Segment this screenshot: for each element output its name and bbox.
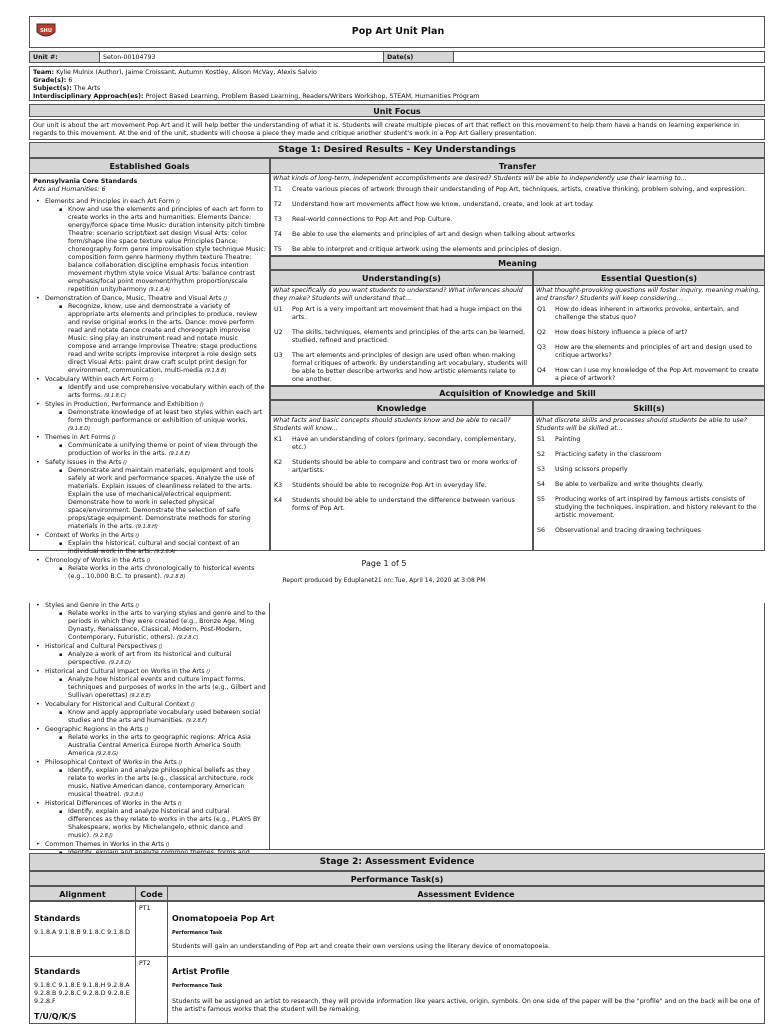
item-code: Q2 (537, 329, 546, 336)
goals-continued-right (270, 603, 765, 850)
interdisciplinary-value: Project Based Learning, Problem Based Learning, Readers/Writers Workshop, STEAM, Humanities Program (145, 93, 480, 100)
standard-reference: (9.2.8.J) (93, 833, 113, 839)
goal-marker: () (221, 296, 228, 302)
task-alignment (30, 957, 136, 1023)
goal-item (33, 459, 266, 531)
performance-tasks-heading: Performance Task(s) (29, 871, 765, 886)
knowledge-heading: Knowledge (271, 401, 532, 416)
goal-marker: () (110, 435, 116, 441)
coded-item (271, 215, 764, 225)
standard-reference: (9.2.8.E) (129, 693, 151, 699)
goal-marker: () (174, 199, 180, 205)
item-code: Q4 (537, 367, 546, 374)
item-code: Q3 (537, 344, 546, 351)
questions-list (534, 305, 764, 384)
standard-reference: (9.1.8.A) (148, 287, 171, 293)
transfer-list (271, 185, 764, 255)
unit-focus-heading: Unit Focus (29, 104, 765, 117)
understandings-list (271, 305, 532, 385)
stage2-heading: Stage 2: Assessment Evidence (29, 853, 765, 871)
goal-marker: () (164, 842, 170, 848)
goal-marker: () (142, 727, 149, 733)
standard-reference: (9.1.8.E) (168, 451, 191, 457)
standard-reference: (9.2.8.C) (176, 635, 199, 641)
coded-item (271, 435, 532, 453)
transfer-prompt: What kinds of long-term, independent accomplishments are desired? Students will be able to independently use their learning to... (273, 175, 687, 182)
task-type: Performance Task (172, 983, 223, 989)
goal-item (33, 434, 266, 458)
task-alignment (30, 902, 136, 956)
item-text: Students should be able to understand the difference between various forms of Pop Art. (292, 497, 515, 512)
item-code: T1 (274, 186, 282, 193)
item-code: S6 (537, 527, 546, 534)
unit-focus-text: Our unit is about the art movement Pop Art and it will help better the understanding of what it is. Students will create multiple pieces of art that reflect on this movement to help them have a hands on learning experience in regards to this movement. At the end of the unit, students will choose a piece they made and critique another student's work in a Pop Art Gallery presentation. (29, 119, 765, 140)
alignment-column-header: Alignment (30, 887, 136, 900)
coded-item (534, 343, 764, 361)
item-code: S1 (537, 436, 546, 443)
evidence-column-header: Assessment Evidence (417, 890, 515, 899)
item-code: T4 (274, 231, 282, 238)
goal-item (33, 726, 266, 758)
item-text: How can I use my knowledge of the Pop Art movement to create a piece of artwork? (555, 367, 759, 382)
goal-title: Demonstration of Dance, Music, Theatre and Visual Arts (45, 295, 222, 302)
item-code: U2 (274, 329, 283, 336)
goal-title: Philosophical Context of Works in the Arts (45, 759, 177, 766)
coded-item (271, 230, 764, 240)
goal-item (33, 602, 266, 642)
task-type: Performance Task (172, 930, 223, 936)
goal-item (33, 643, 266, 667)
coded-item (271, 200, 764, 210)
task-row-pt2 (29, 957, 765, 1024)
task-code: PT1 (136, 902, 168, 956)
coded-item (271, 185, 764, 195)
item-code: S3 (537, 466, 546, 473)
item-code: U1 (274, 306, 283, 313)
standards-subtitle: Arts and Humanities: 6 (33, 186, 106, 193)
item-text: Pop Art is a very important art movement that had a huge impact on the arts. (292, 306, 522, 321)
stage1-heading: Stage 1: Desired Results - Key Understandings (29, 142, 765, 158)
goal-title: Vocabulary for Historical and Cultural Context (45, 701, 190, 708)
item-text: Students should be able to recognize Pop Art in everyday life. (292, 482, 487, 489)
item-code: T3 (274, 216, 282, 223)
goal-title: Historical Differences of Works in the Arts (45, 800, 177, 807)
goal-item (33, 198, 266, 294)
goal-marker: () (198, 402, 204, 408)
understandings-section (270, 270, 533, 386)
coded-item (271, 458, 532, 476)
item-text: Create various pieces of artwork through their understanding of Pop Art, techniques, artists, creative thinking, problem solving, and expression. (292, 186, 747, 193)
task-code: PT2 (136, 957, 168, 1023)
item-code: T2 (274, 201, 282, 208)
goal-detail-text: Identify and use comprehensive vocabulary within each of the arts forms. (68, 384, 265, 399)
goal-marker: () (148, 377, 154, 383)
understandings-heading: Understanding(s) (271, 271, 532, 286)
standards-label: Standards (34, 967, 81, 976)
standards-list: 9.1.8.A 9.1.8.B 9.1.8.C 9.1.8.D (34, 929, 130, 936)
item-text: Painting (555, 436, 581, 443)
goal-marker: () (156, 644, 163, 650)
standard-reference: (9.1.8.C) (104, 393, 126, 399)
coded-item (534, 450, 764, 460)
item-code: T5 (274, 246, 282, 253)
goals-heading: Established Goals (30, 159, 269, 174)
knowledge-section (270, 400, 533, 551)
item-text: The skills, techniques, elements and principles of the arts can be learned, studied, refined and practiced. (292, 329, 526, 344)
standard-reference: (9.2.8.B) (163, 574, 186, 580)
task-name: Onomatopoeia Pop Art (172, 914, 275, 923)
standard-reference: (9.1.8.D) (68, 426, 91, 432)
transfer-heading: Transfer (271, 159, 764, 174)
goal-item (33, 800, 266, 840)
task-description: Students will be assigned an artist to research, they will provide information like years active, origin, symbols. On one side of the paper will be the "profile" and on the back will be one of the artist's famous works that the student will be remaking. (172, 998, 760, 1013)
goal-title: Historical and Cultural Perspectives (45, 643, 157, 650)
task-evidence (168, 957, 764, 1023)
goal-title: Styles in Production, Performance and Exhibition (45, 401, 199, 408)
goal-detail (59, 808, 266, 840)
standard-reference: (9.2.8.F) (185, 718, 208, 724)
standards-label: Standards (34, 914, 81, 923)
item-text: Be able to interpret and critique artwork using the elements and principles of design. (292, 246, 562, 253)
team-value: Kylie Mulnix (Author), Jaime Croissant, Autumn Kostley, Alison McVay, Alexis Salvio (56, 69, 317, 76)
goal-detail (59, 467, 266, 531)
goal-detail (59, 409, 266, 433)
goal-detail (59, 540, 266, 556)
coded-item (271, 351, 532, 385)
goal-detail-text: Relate works in the arts chronologically to historical events (e.g., 10,000 B.C. to present). (68, 565, 255, 580)
interdisciplinary-label: Interdisciplinary Approach(es): (33, 93, 144, 100)
goal-item (33, 401, 266, 433)
goal-detail (59, 676, 266, 700)
knowledge-prompt: What facts and basic concepts should students know and be able to recall? Students will know... (273, 417, 511, 432)
standard-reference: (9.2.8.D) (108, 660, 131, 666)
essential-questions-heading: Essential Question(s) (534, 271, 764, 286)
item-text: Real-world connections to Pop Art and Pop Culture. (292, 216, 453, 223)
item-text: Using scissors properly (555, 466, 628, 473)
item-code: Q1 (537, 306, 546, 313)
goal-detail-text: Recognize, know, use and demonstrate a variety of appropriate arts elements and principles to produce, review and revise original works in the arts. Dance: move perform read and notate dance create and choreograph improvise Music: sing play an instrument read and notate music compose and arrange improvise Theatre: stage productions read and write scripts improvise interpret a role design sets direct Visual Arts: paint draw craft sculpt print design for environment, communication, multi-media (68, 303, 258, 374)
item-text: Practicing safety in the classroom (555, 451, 662, 458)
goal-marker: () (133, 603, 140, 609)
goals-list-continued (30, 599, 269, 885)
item-text: How do ideas inherent in artworks provoke, entertain, and challenge the status quo? (555, 306, 739, 321)
meaning-heading: Meaning (270, 256, 765, 270)
title-bar (29, 16, 765, 48)
goal-detail-text: Demonstrate and maintain materials, equipment and tools safely at work and performance spaces. Analyze the use of materials. Explain issues of cleanliness related to the arts. Explain the use of mechanical/electrical equipment. Demonstrate how to work in selected physical space/environment. Demonstrate the selection of safe props/stage equipment. Demonstrate methods for storing materials in the arts. (68, 467, 255, 530)
coded-item (271, 305, 532, 323)
standard-reference: (9.1.8.B) (204, 368, 227, 374)
coded-item (534, 305, 764, 323)
goal-title: Styles and Genre in the Arts (45, 602, 134, 609)
goal-detail (59, 384, 266, 400)
item-text: How are the elements and principles of art and design used to critique artworks? (555, 344, 752, 359)
goal-detail-text: Identify, explain and analyze historical and cultural differences as they relate to works in the arts (e.g., PLAYS BY Shakespeare, works by Michelangelo, ethnic dance and music). (68, 808, 261, 839)
acquisition-heading: Acquisition of Knowledge and Skill (270, 386, 765, 400)
goal-marker: () (176, 801, 182, 807)
essential-questions-section (533, 270, 765, 386)
unit-info (29, 66, 765, 101)
item-text: The art elements and principles of design are used often when making formal critiques of artwork. By understanding art vocabulary, students will be able to better describe artworks and how artistic elements relate to one another. (292, 352, 527, 383)
report-footer: Report produced by Eduplanet21 on: Tue, April 14, 2020 at 3:08 PM (282, 577, 486, 584)
understandings-prompt: What specifically do you want students to understand? What inferences should they make? Students will understand that... (273, 287, 523, 302)
team-label: Team: (33, 69, 55, 76)
coded-item (534, 526, 764, 536)
goal-detail (59, 651, 266, 667)
item-code: K2 (274, 459, 283, 466)
essential-questions-prompt: What thought-provoking questions will foster inquiry, meaning making, and transfer? Students will keep considering... (536, 287, 761, 302)
standard-reference: (9.2.8.I) (123, 792, 144, 798)
unit-label: Unit #: (30, 52, 100, 62)
goals-continued-column (29, 603, 270, 850)
item-text: Students should be able to compare and contrast two or more works of art/artists. (292, 459, 517, 474)
goal-detail-text: Know and apply appropriate vocabulary used between social studies and the arts and humanities. (68, 709, 261, 724)
goal-title: Chronology of Works in the Arts (45, 557, 145, 564)
page-number: Page 1 of 5 (361, 559, 407, 568)
tuks-label: T/U/Q/K/S (34, 1012, 77, 1021)
skills-list (534, 435, 764, 536)
goal-detail-text: Communicate a unifying theme or point of view through the production of works in the arts. (68, 442, 258, 457)
standard-reference: (9.1.8.H) (135, 524, 158, 530)
coded-item (534, 366, 764, 384)
task-row-pt1 (29, 901, 765, 957)
coded-item (534, 328, 764, 338)
goal-title: Geographic Regions in the Arts (45, 726, 143, 733)
skills-section (533, 400, 765, 551)
transfer-section (270, 158, 765, 256)
goal-detail (59, 442, 266, 458)
item-code: K4 (274, 497, 283, 504)
item-text: Have an understanding of colors (primary, secondary, complementary, etc.) (292, 436, 517, 451)
coded-item (534, 465, 764, 475)
goal-detail-text: Analyze how historical events and culture impact forms, techniques and purposes of works in the arts (e.g., Gilbert and Sullivan operettas) (68, 676, 266, 699)
goal-item (33, 668, 266, 700)
item-code: S2 (537, 451, 546, 458)
skills-prompt: What discrete skills and processes should students be able to use? Students will be skilled at... (536, 417, 748, 432)
goal-detail-text: Relate works in the arts to geographic regions: Africa Asia Australia Central America Europe North America South America (68, 734, 251, 757)
grades-label: Grade(s): (33, 77, 67, 84)
goal-marker: () (121, 460, 127, 466)
coded-item (271, 496, 532, 514)
goal-item (33, 701, 266, 725)
item-text: Producing works of art inspired by famous artists consists of studying the techniques, inspiration, and history relevant to the artistic movement. (555, 496, 757, 519)
item-code: U3 (274, 352, 283, 359)
item-text: Be able to use the elements and principles of art and design when talking about artworks (292, 231, 575, 238)
goals-list (33, 198, 266, 581)
goal-title: Themes in Art Forms (45, 434, 111, 441)
item-code: K3 (274, 482, 283, 489)
goal-detail (59, 206, 266, 294)
goal-marker: () (133, 533, 140, 539)
goal-detail (59, 303, 266, 375)
standard-reference: (9.2.8.A) (154, 549, 176, 555)
task-evidence (168, 902, 764, 956)
goal-detail (59, 709, 266, 725)
coded-item (534, 435, 764, 445)
goal-marker: () (176, 760, 183, 766)
svg-text:SHU: SHU (40, 28, 52, 34)
item-text: Understand how art movements affect how we know, understand, create, and look at art today. (292, 201, 594, 208)
goal-title: Historical and Cultural Impact on Works in the Arts (45, 668, 205, 675)
item-code: K1 (274, 436, 283, 443)
standard-reference: (9.2.8.G) (96, 751, 119, 757)
goal-item (33, 532, 266, 556)
goal-title: Safety Issues in the Arts (45, 459, 122, 466)
standards-title: Pennsylvania Core Standards (33, 178, 138, 185)
code-column-header: Code (136, 887, 168, 900)
subjects-label: Subject(s): (33, 85, 72, 92)
goal-detail-text: Analyze a work of art from its historical and cultural perspective. (68, 651, 232, 666)
skills-heading: Skill(s) (534, 401, 764, 416)
coded-item (271, 328, 532, 346)
goal-detail (59, 767, 266, 799)
goal-detail-text: Demonstrate knowledge of at least two styles within each art form through performance or exhibition of unique works. (68, 409, 263, 424)
coded-item (534, 480, 764, 490)
goal-marker: () (189, 702, 195, 708)
goal-item (33, 759, 266, 799)
established-goals-column (29, 158, 270, 580)
knowledge-list (271, 435, 532, 514)
goal-title: Elements and Principles in each Art Form (45, 198, 175, 205)
goal-title: Context of Works in the Arts (45, 532, 134, 539)
coded-item (534, 495, 764, 521)
goal-detail (59, 610, 266, 642)
item-text: Observational and tracing drawing techniques (555, 527, 701, 534)
task-description: Students will gain an understanding of Pop art and create their own versions using the literary device of onomatopoeia. (172, 943, 551, 950)
coded-item (271, 245, 764, 255)
item-text: Be able to verbalize and write thoughts clearly. (555, 481, 704, 488)
page-title: Pop Art Unit Plan (351, 26, 445, 37)
goal-detail-text: Explain the historical, cultural and social context of an individual work in the arts. (68, 540, 240, 555)
goal-detail (59, 734, 266, 758)
item-code: S4 (537, 481, 546, 488)
dates-label: Date(s) (384, 52, 454, 62)
goal-title: Vocabulary Within each Art Form (45, 376, 149, 383)
assessment-columns-header (29, 886, 765, 901)
subjects-value: The Arts (73, 85, 101, 92)
goal-title: Common Themes in Works in the Arts (45, 841, 165, 848)
item-text: How does history influence a piece of art? (555, 329, 688, 336)
item-code: S5 (537, 496, 546, 503)
unit-value: Seton-00104793 (100, 52, 384, 62)
goal-detail-text: Identify, explain and analyze philosophical beliefs as they relate to works in the arts (e.g., classical architecture, rock music, Native American dance, contemporary American musical theatre). (68, 767, 254, 798)
goal-item (33, 295, 266, 375)
standards-list: 9.1.8.C 9.1.8.E 9.1.8.H 9.2.8.A 9.2.8.B 9.2.8.C 9.2.8.D 9.2.8.E 9.2.8.F (34, 982, 130, 1005)
unit-row (29, 51, 765, 63)
goal-marker: () (204, 669, 211, 675)
goal-detail-text: Relate works in the arts to varying styles and genre and to the periods in which they were created (e.g., Bronze Age, Ming Dynasty, Renaissance, Classical, Modern, Post-Modern, Contemporary, Futuristic, others). (68, 610, 266, 641)
goal-item (33, 376, 266, 400)
goal-marker: () (144, 558, 151, 564)
coded-item (271, 481, 532, 491)
grades-value: 6 (68, 77, 73, 84)
task-name: Artist Profile (172, 967, 230, 976)
goal-detail-text: Know and use the elements and principles of each art form to create works in the arts and humanities. Elements Dance: energy/force space time Music: duration intensity pitch timbre Theatre: scenario script/text set design Visual Arts: color form/shape line space texture value Principles Dance: choreography form genre improvisation style technique Music: composition form genre harmony rhythm texture Theatre: balance collaboration discipline emphasis focus intention movement rhythm style voice Visual Arts: balance contrast emphasis/focal point movement/rhythm proportion/scale repetition unity/harmony (68, 206, 266, 293)
